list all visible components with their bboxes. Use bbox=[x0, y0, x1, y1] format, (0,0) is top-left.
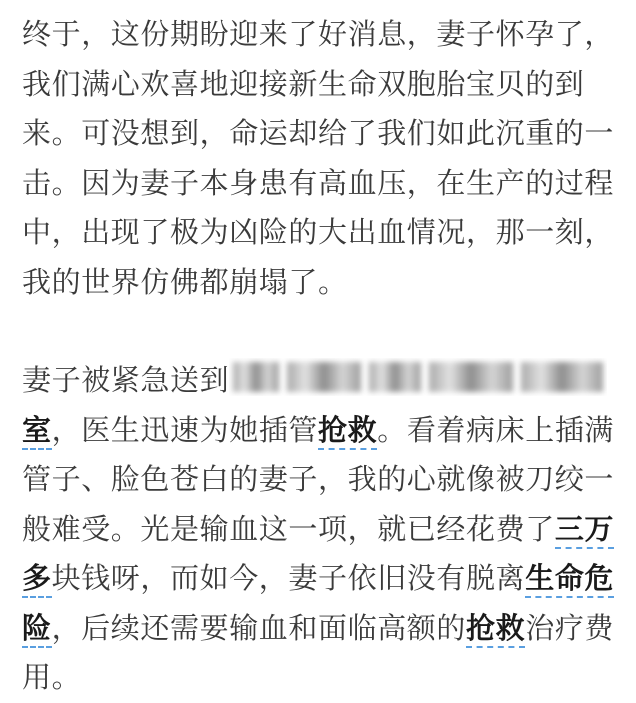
rescue-keyword[interactable]: 抢救 bbox=[318, 413, 377, 450]
paragraph-1-text: 终于，这份期盼迎来了好消息，妻子怀孕了，我们满心欢喜地迎接新生命双胞胎宝贝的到来。可没想到，命运却给了我们如此沉重的一击。因为妻子本身患有高血压，在生产的过程中，出现了极为凶险的大出血情况，那一刻，我的世界仿佛都崩塌了。 bbox=[22, 17, 615, 299]
article-body bbox=[22, 10, 622, 703]
paragraph-1 bbox=[22, 10, 622, 307]
intensive-care-room-text: 室 bbox=[22, 413, 52, 450]
paragraph-2-text-c: 块钱呀，而如今，妻子依旧没有脱离 bbox=[51, 561, 526, 595]
amount-keyword[interactable]: 三万多 bbox=[22, 512, 614, 599]
paragraph-2 bbox=[22, 356, 622, 703]
paragraph-2-text-a: ，医生迅速为她插管 bbox=[51, 412, 319, 447]
blurred-hospital-name bbox=[229, 358, 607, 396]
paragraph-2-text-b: 。看着病床上插满管子、脸色苍白的妻子，我的心就像被刀绞一般难受。光是输血这一项，就已经花费了 bbox=[22, 412, 615, 546]
rescue-keyword-2[interactable]: 抢救 bbox=[466, 611, 525, 648]
life-danger-keyword[interactable]: 生命危险 bbox=[22, 561, 614, 648]
paragraph-2-intro: 妻子被紧急送到 bbox=[22, 363, 230, 397]
paragraph-2-text-d: ，后续还需要输血和面临高额的 bbox=[51, 610, 467, 645]
paragraph-2-text-e: 治疗费用。 bbox=[22, 610, 615, 694]
